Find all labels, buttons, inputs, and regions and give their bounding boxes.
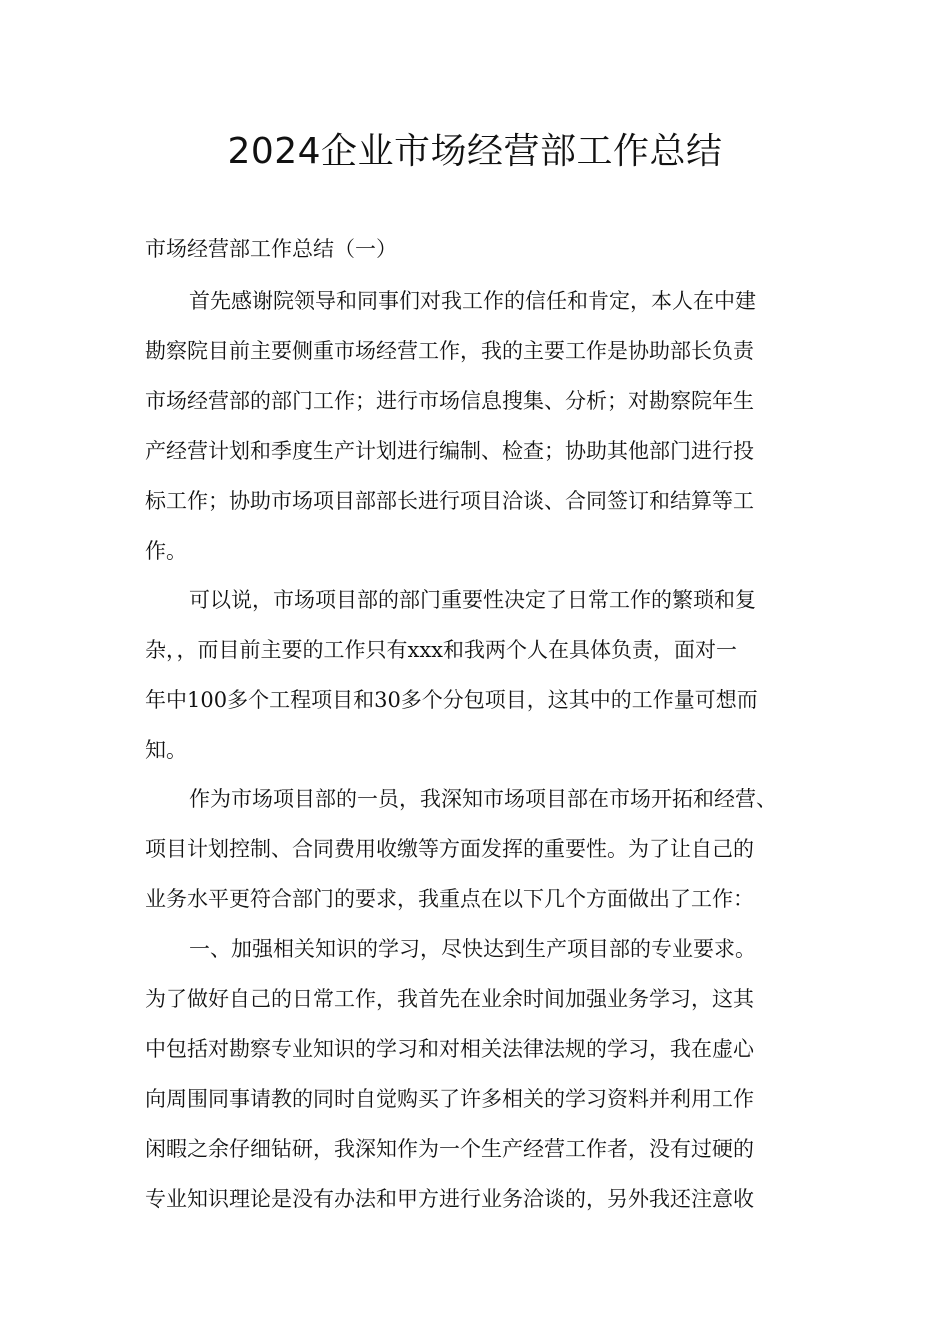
paragraph-line: 作为市场项目部的一员，我深知市场项目部在市场开拓和经营、: [189, 787, 777, 811]
paragraph-line: 标工作；协助市场项目部部长进行项目洽谈、合同签订和结算等工: [145, 489, 754, 513]
paragraph-line: 勘察院目前主要侧重市场经营工作，我的主要工作是协助部长负责: [145, 339, 754, 363]
paragraph-line: 产经营计划和季度生产计划进行编制、检查；协助其他部门进行投: [145, 439, 754, 463]
paragraph-3: [145, 774, 805, 924]
paragraph-line: 为了做好自己的日常工作，我首先在业余时间加强业务学习，这其: [145, 987, 754, 1011]
paragraph-line: 市场经营部的部门工作；进行市场信息搜集、分析；对勘察院年生: [145, 389, 754, 413]
paragraph-line: 一、加强相关知识的学习，尽快达到生产项目部的专业要求。: [189, 937, 756, 961]
section-heading: 市场经营部工作总结（一）: [145, 237, 397, 261]
paragraph-line: 杂，，而目前主要的工作只有xxx和我两个人在具体负责，面对一: [145, 638, 738, 662]
paragraph-line: 年中100多个工程项目和30多个分包项目，这其中的工作量可想而: [145, 688, 758, 712]
paragraph-line: 知。: [145, 738, 187, 762]
paragraph-4: [145, 924, 805, 1224]
paragraph-line: 向周围同事请教的同时自觉购买了许多相关的学习资料并利用工作: [145, 1087, 754, 1111]
paragraph-line: 中包括对勘察专业知识的学习和对相关法律法规的学习，我在虚心: [145, 1037, 754, 1061]
paragraph-line: 专业知识理论是没有办法和甲方进行业务洽谈的，另外我还注意收: [145, 1187, 754, 1211]
paragraph-line: 项目计划控制、合同费用收缴等方面发挥的重要性。为了让自己的: [145, 837, 754, 861]
paragraph-line: 闲暇之余仔细钻研，我深知作为一个生产经营工作者，没有过硬的: [145, 1137, 754, 1161]
paragraph-2: [145, 575, 805, 775]
paragraph-1: [145, 276, 805, 576]
paragraph-line: 业务水平更符合部门的要求，我重点在以下几个方面做出了工作：: [145, 887, 754, 911]
paragraph-line: 首先感谢院领导和同事们对我工作的信任和肯定，本人在中建: [189, 289, 756, 313]
paragraph-line: 作。: [145, 539, 187, 563]
document-title: 2024企业市场经营部工作总结: [227, 131, 723, 172]
paragraph-line: 可以说，市场项目部的部门重要性决定了日常工作的繁琐和复: [189, 588, 756, 612]
